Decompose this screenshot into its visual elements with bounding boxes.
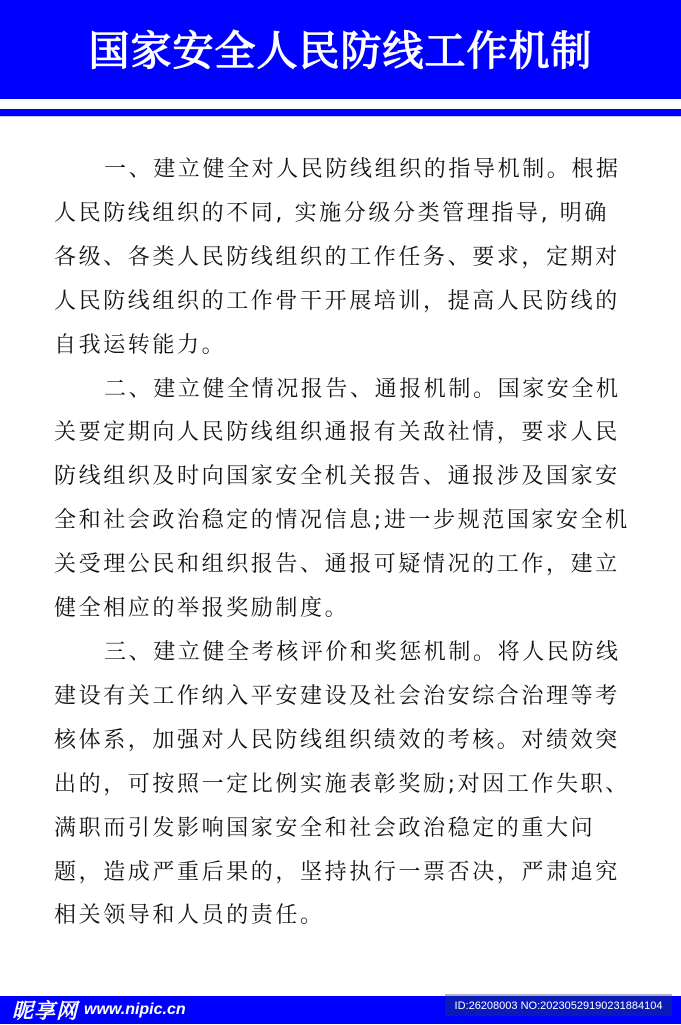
header-divider-white bbox=[0, 99, 681, 109]
document-body bbox=[54, 148, 634, 938]
watermark-logo-text: 昵享网 bbox=[12, 999, 78, 1023]
text-line: 满职而引发影响国家安全和社会政治稳定的重大问 bbox=[54, 815, 596, 841]
text-line: 全和社会政治稳定的情况信息;进一步规范国家安全机 bbox=[54, 508, 630, 534]
text-line: 各级、各类人民防线组织的工作任务、要求，定期对 bbox=[54, 244, 620, 270]
header-divider-blue bbox=[0, 109, 681, 116]
text-line: 三、建立健全考核评价和奖惩机制。将人民防线 bbox=[104, 639, 621, 665]
text-line: 人民防线组织的工作骨干开展培训，提高人民防线的 bbox=[54, 288, 620, 314]
text-line: 二、建立健全情况报告、通报机制。国家安全机 bbox=[104, 376, 621, 402]
watermark-id: ID:26208003 NO:20230529190231884104 bbox=[445, 994, 672, 1016]
watermark-logo bbox=[12, 996, 186, 1024]
paragraph-3 bbox=[54, 631, 634, 938]
text-line: 建设有关工作纳入平安建设及社会治安综合治理等考 bbox=[54, 683, 620, 709]
text-line: 防线组织及时向国家安全机关报告、通报涉及国家安 bbox=[54, 464, 620, 490]
text-line: 出的，可按照一定比例实施表彰奖励;对因工作失职、 bbox=[54, 771, 630, 797]
text-line: 相关领导和人员的责任。 bbox=[54, 903, 325, 929]
header-divider-thin bbox=[0, 116, 681, 117]
text-line: 一、建立健全对人民防线组织的指导机制。根据 bbox=[104, 157, 621, 182]
text-line: 关受理公民和组织报告、通报可疑情况的工作，建立 bbox=[54, 552, 620, 578]
paragraph-1 bbox=[54, 148, 634, 368]
text-line: 人民防线组织的不同, 实施分级分类管理指导, 明确 bbox=[54, 200, 609, 226]
text-line: 关要定期向人民防线组织通报有关敌社情，要求人民 bbox=[54, 420, 620, 446]
text-line: 健全相应的举报奖励制度。 bbox=[54, 596, 350, 622]
page-title: 国家安全人民防线工作机制 bbox=[88, 27, 593, 75]
text-line: 核体系，加强对人民防线组织绩效的考核。对绩效突 bbox=[54, 727, 620, 753]
text-line: 自我运转能力。 bbox=[54, 332, 227, 358]
text-line: 题，造成严重后果的，坚持执行一票否决，严肃追究 bbox=[54, 859, 620, 885]
watermark-url: www.nipic.cn bbox=[84, 1001, 186, 1018]
paragraph-2 bbox=[54, 368, 634, 631]
